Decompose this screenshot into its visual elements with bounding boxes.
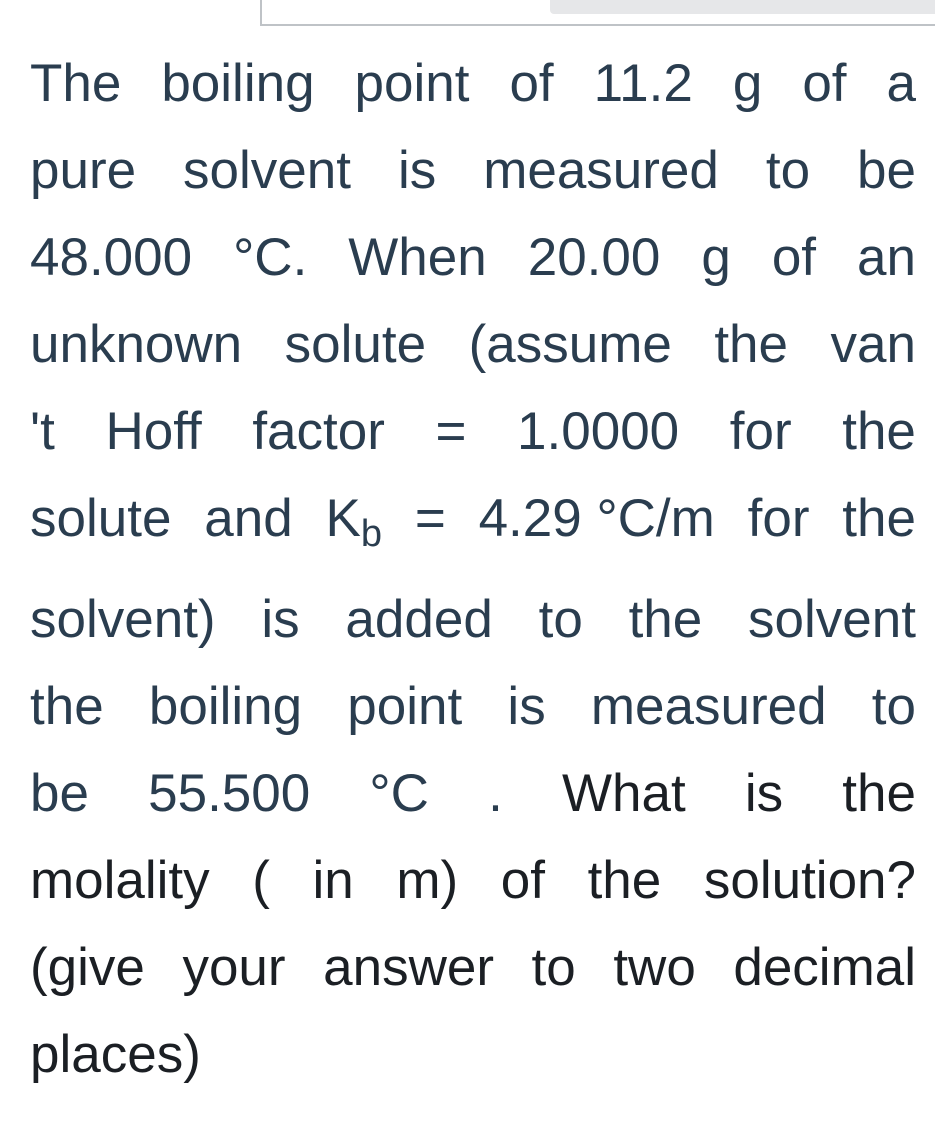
question-line-7 [30,576,916,663]
word: = [414,489,446,548]
word: in [312,851,354,910]
word: the [628,590,703,649]
word: solute [284,315,427,374]
word: = [435,402,467,461]
word: a [886,54,916,113]
word: solvent [748,590,916,649]
word: g [732,54,763,113]
word: of [802,54,847,113]
word: ( [252,851,270,910]
word: of [509,54,554,113]
question-line-11 [30,924,916,1011]
word: 11.2 [593,54,693,113]
word: to [538,590,583,649]
question-line-4 [30,301,916,388]
word: to [871,677,916,736]
word: added [345,590,493,649]
word: the [842,402,916,461]
word: (give [30,938,145,997]
word: 't [30,402,55,461]
word: of [771,228,817,287]
word: the [587,851,662,910]
word: be [30,764,89,823]
word: two [613,938,696,997]
word: of [500,851,545,910]
question-line-1 [30,40,916,127]
word: °C. [233,228,308,287]
top-pill [550,0,935,14]
word: solute [30,489,172,548]
word: decimal [733,938,916,997]
word: is [261,590,300,649]
word: point [354,54,470,113]
question-line-10 [30,837,916,924]
word: m) [396,851,459,910]
word: places) [30,1025,201,1084]
question-line-12 [30,1011,916,1098]
word: is [744,764,784,823]
word: point [347,677,463,736]
word: the [842,489,916,548]
word: factor [252,402,385,461]
question-line-2 [30,127,916,214]
word: is [397,141,437,200]
kb-subscript: b [360,513,382,555]
word: g [701,228,731,287]
word: pure [30,141,137,200]
word: molality [30,851,210,910]
word: solution? [703,851,916,910]
word: is [507,677,546,736]
word: to [531,938,576,997]
word: Hoff [105,402,202,461]
word: an [857,228,916,287]
word: What [561,764,686,823]
question-line-6 [30,475,916,576]
question-text [30,40,916,1098]
word: and [204,489,293,548]
word: solvent) [30,590,216,649]
word: answer [323,938,494,997]
question-line-9 [30,750,916,837]
word: to [765,141,811,200]
word: your [182,938,286,997]
word: °C [369,764,429,823]
word: 48.000 [30,228,193,287]
word: measured [590,677,827,736]
question-line-8 [30,663,916,750]
word: measured [483,141,719,200]
word: for [729,402,792,461]
word: 20.00 [527,228,661,287]
word: When [348,228,487,287]
word: for [747,489,810,548]
top-bar [0,0,935,28]
word: 1.0000 [517,402,680,461]
word: the [842,764,916,823]
word: be [857,141,916,200]
word: The [30,54,122,113]
word: the [30,677,104,736]
question-line-3 [30,214,916,301]
word: van [830,315,916,374]
question-line-5 [30,388,916,475]
word: (assume [468,315,672,374]
word: boiling [161,54,315,113]
word: boiling [148,677,303,736]
word: . [488,764,503,823]
word: the [714,315,789,374]
word: unknown [30,315,243,374]
kb-symbol [326,475,383,568]
kb-letter: K [325,489,361,548]
word: 55.500 [148,764,311,823]
word: 4.29 °C/m [478,489,715,548]
word: solvent [183,141,351,200]
